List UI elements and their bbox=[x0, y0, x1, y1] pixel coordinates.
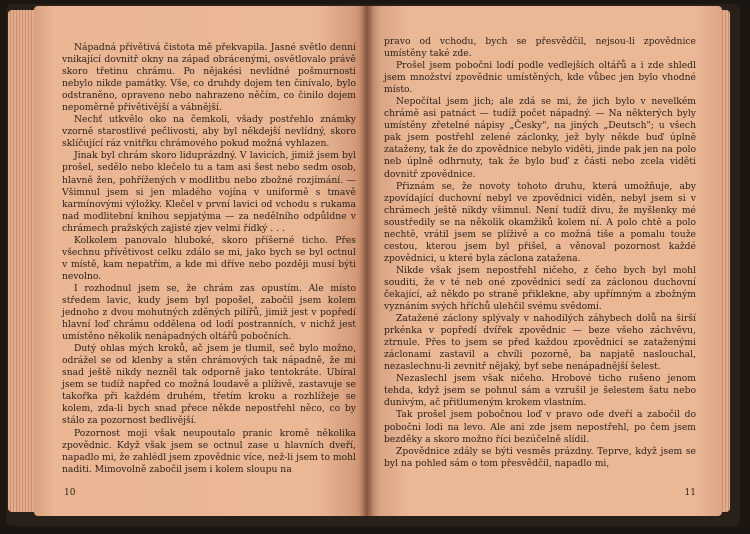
page-edges-left bbox=[8, 10, 36, 512]
paragraph: Zatažené záclony splývaly v nahodilých záhybech dolů na širší prkénka v popředí dvířek zpovědnic — beze všeho záchvěvu, ztrnule. Přes to jsem se před každou zpovědnicí se zataženými záclonami zastavil a chvíli pozorně, ba napjatě naslouchal, nezaslechnu-li zevnitř nějaký, byť sebe nenápadnější šelest. bbox=[384, 313, 696, 373]
paragraph: Prošel jsem pobočni lodí podle vedlejších oltářů a i zde shledl jsem množství zpovědnic umístěných, kde vůbec jen bylo vhodné místo. bbox=[384, 60, 696, 96]
paragraph: Nechť utkvělo oko na čemkoli, všady postřehlo známky vzorně starostlivé pečlivosti, aby byl někdejší nevlídný, skoro sklíčující ráz vnitřku chrámového pokud možná vyhlazen. bbox=[62, 114, 356, 150]
paragraph: Nápadná přívětivá čistota mě překvapila. Jasné světlo denní vnikající dovnitř okny na západ obrácenými, osvětlovalo právě skoro třetinu chrámu. Po nějakési nevlídné pošmurnosti nebylo nikde památky. Vše, co druhdy dojem ten činívalo, bylo odstraněno, opraveno nebo nahrazeno něčím, co činilo dojem nepoměrně přívětivější a vábnější. bbox=[62, 42, 356, 114]
book-gutter bbox=[360, 6, 374, 516]
right-page bbox=[366, 6, 722, 516]
paragraph: Nepočítal jsem jich; ale zdá se mi, že jich bylo v nevelkém chrámě asi patnáct — tudíž počet nápadný. — Na některých byly umístěny zřetelné nápisy „Česky", na jiných „Deutsch"; u všech pak jsem postřehl zelené záclonky, jež byly někde buď úplně zataženy, tak že do zpovědnice nebylo viděti, jinde pak jen na polo neb úplně odhrnuty, tak že bylo buď z části nebo zcela viděti dovnitř zpovědnice. bbox=[384, 96, 696, 180]
paragraph: Nezaslechl jsem však ničeho. Hrobové ticho rušeno jenom tehda, když jsem se pohnul sám a vzrušil je šelestem šatu nebo dunivým, ač přitlumeným krokem vlastním. bbox=[384, 373, 696, 409]
paragraph: Pozornost moji však neupoutalo pranic kromě několika zpovědnic. Když však jsem se octnul zase u hlavních dveří, napadlo mi, že zahlédl jsem zpovědnic více, než-li jsem to mohl naditi. Mimovolně zabočil jsem i kolem sloupu na bbox=[62, 427, 356, 475]
page-number: 10 bbox=[64, 488, 76, 498]
paragraph: Tak prošel jsem pobočnou loď v pravo ode dveří a zabočil do pobočni lodi na levo. Ale ani zde jsem nepostřehl, po čem jsem bezděky a skoro možno říci bezúčelně slídil. bbox=[384, 409, 696, 445]
paragraph: Nikde však jsem nepostřehl ničeho, z čeho bych byl mohl souditi, že v té neb oné zpovědnici sedí za záclonou duchovní čekající, až někdo po straně přiklekne, aby upřímným a zbožným vyznáním svých hříchů ulehčil svému svědomí. bbox=[384, 264, 696, 313]
left-page bbox=[34, 6, 366, 516]
paragraph: Kolkolem panovalo hluboké, skoro příšerné ticho. Přes všechnu přívětivost celku zdálo se mi, jako bych se byl octnul v místě, kam nepatřím, a kde mi dříve nebo později musí býti nevolno. bbox=[62, 234, 356, 282]
paragraph: Přiznám se, že novoty tohoto druhu, která umožňuje, aby zpovídající duchovní nebyl ve zpovědnici viděn, nebyl jsem si v chrámech ještě nikdy všimnul. Není tudíž divu, že myšlenky mé soustředily se na několik okamžiků kolem ní. A polo chtě a polo nechtě, vrátil jsem se plíživě a co možná tiše a pomalu touže cestou, kterou jsem byl přišel, a věnoval pozornost každé zpovědnici, u které byla záclona zatažena. bbox=[384, 180, 696, 264]
left-page-text bbox=[62, 42, 356, 476]
paragraph: Zpovědnice zdály se býti vesměs prázdny. Teprve, když jsem se byl na pohled sám o tom přesvědčil, napadlo mi, bbox=[384, 445, 696, 469]
paragraph: pravo od vchodu, bych se přesvědčil, nejsou-li zpovědnice umístěny také zde. bbox=[384, 36, 696, 60]
paragraph: Jinak byl chrám skoro liduprázdný. V lavicích, jimiž jsem byl prošel, sedělo nebo klečelo tu a tam asi šest nebo sedm osob, hlavně žen, pohřížených v modlitbu nebo zbožné rozjímání. — Všimnul jsem si jen mladého vojína v uniformě s tmavě karmínovými výložky. Klečel v první lavici od vchodu s rukama nad modlitební knihou sepjatýma — za nedělního odpůldne v chrámech pražských zajisté zjev velmi řídký . . . bbox=[62, 150, 356, 234]
paragraph: I rozhodnul jsem se, že chrám zas opustím. Ale místo středem lavic, kudy jsem byl popošel, zabočil jsem kolem jednoho z dvou mohutných zděných pilířů, jimiž jest v popředí hlavní loď chrámu oddělena od lodí postranních, v nichž jest umístěno několik nenápadných oltářů pobočních. bbox=[62, 282, 356, 343]
page-number: 11 bbox=[684, 488, 696, 498]
right-page-text bbox=[384, 36, 696, 470]
paragraph: Dutý ohlas mých kroků, ač jsem je tlumil, seč bylo možno, odrážel se od klenby a stěn chrámových tak nápadně, že mi snad ještě nikdy nezněl tak odporně jako tentokráte. Ubíral jsem se tudíž napřed co možná loudavě a plíživě, zastavuje se takořka při každém druhém, třetím kroku a rozhlížeje se kolem, zda-li bych snad přece někde nepostřehl něco, co by stálo za pozornost bedlivější. bbox=[62, 343, 356, 427]
